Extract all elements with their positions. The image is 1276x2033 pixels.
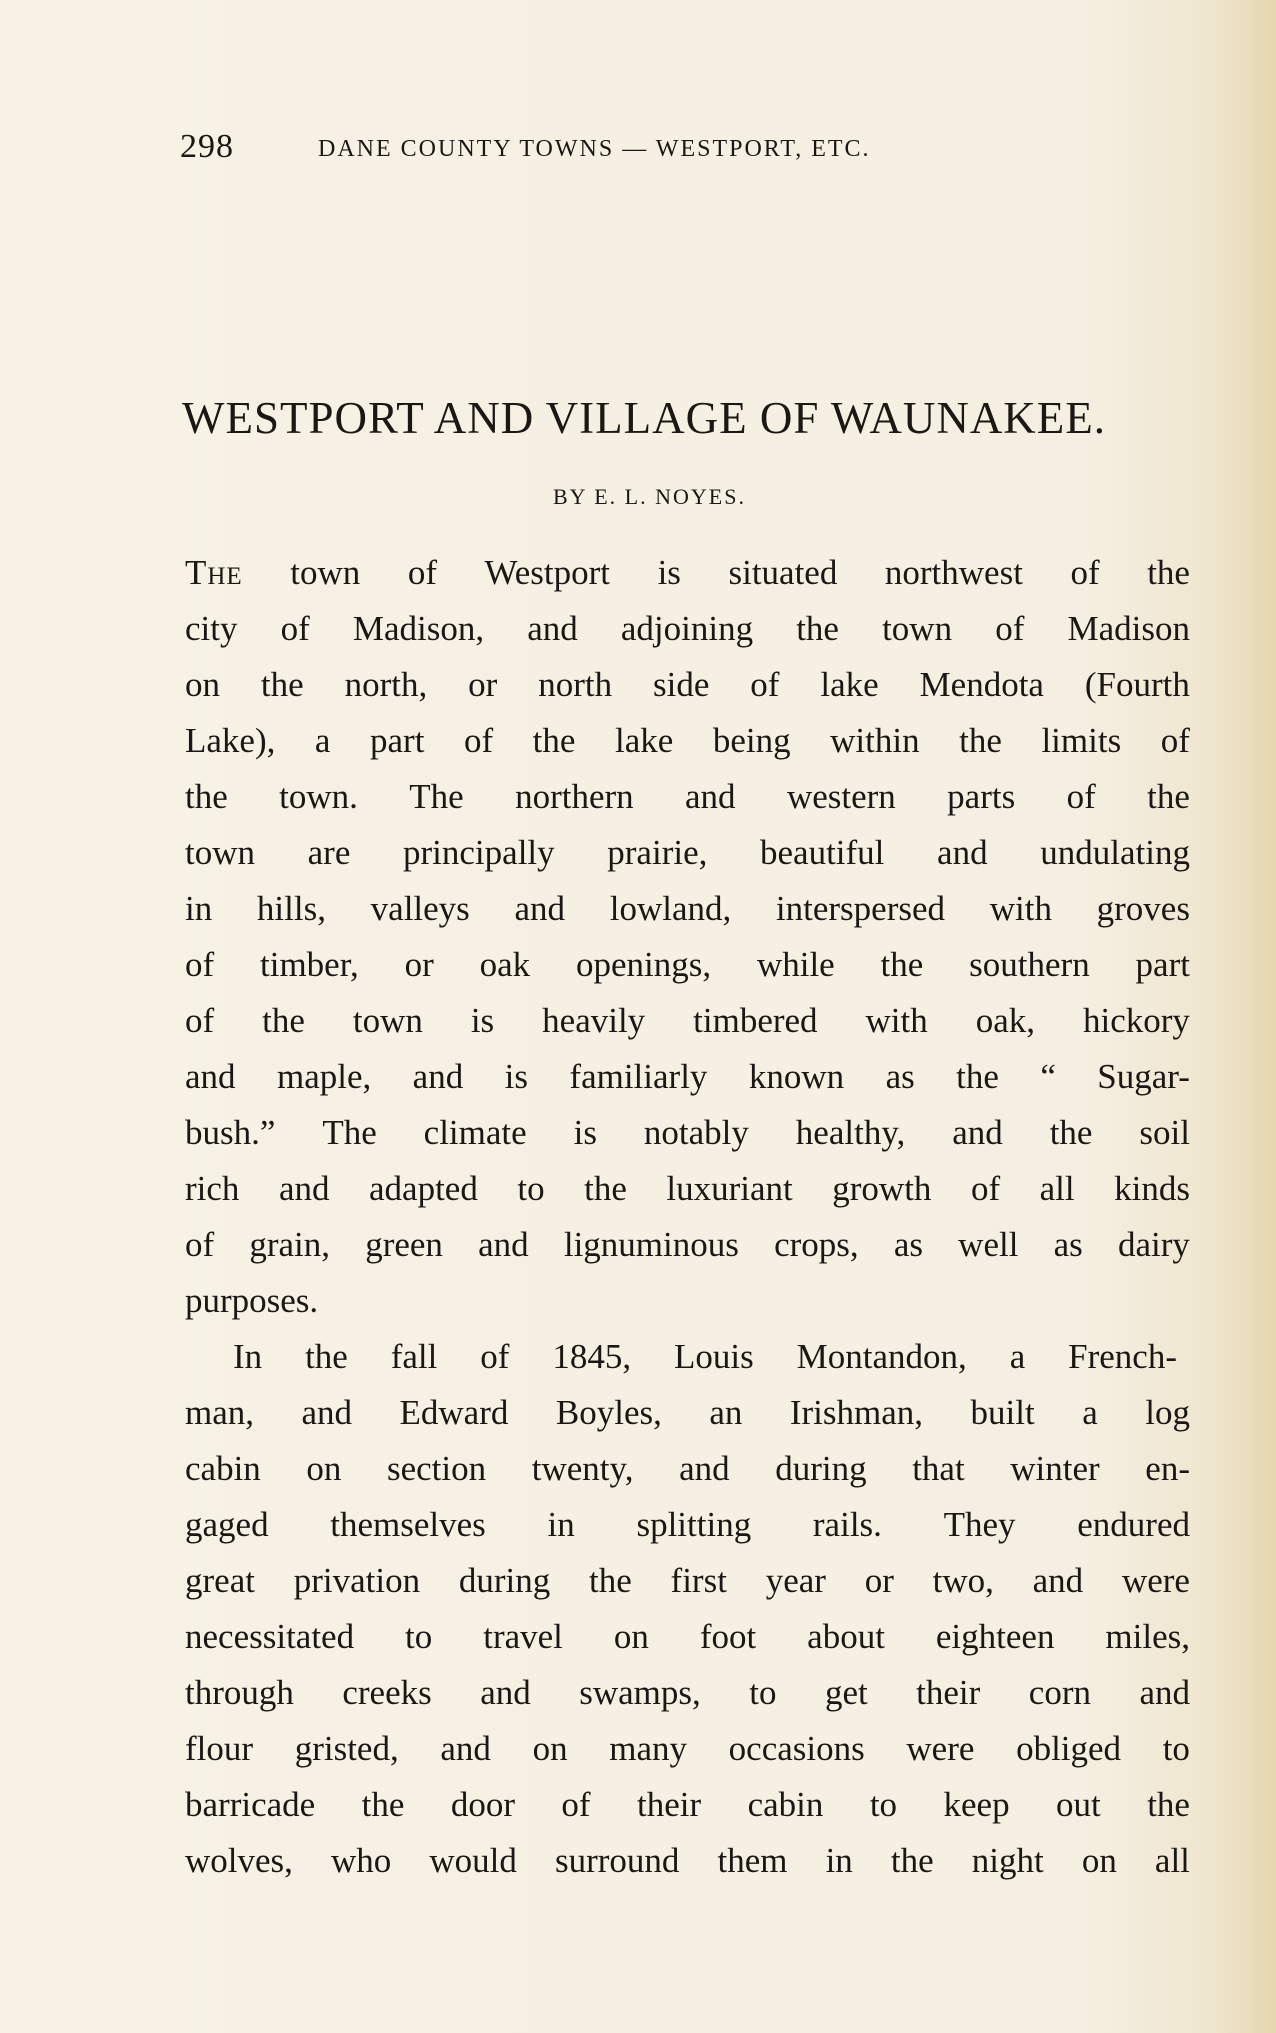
text-line <box>185 713 1190 769</box>
word: the <box>185 777 228 816</box>
word: eighteen <box>935 1617 1055 1656</box>
word: southern <box>969 945 1090 984</box>
word: the <box>956 1057 999 1096</box>
page-number: 298 <box>180 128 234 165</box>
text-line <box>185 1833 1190 1889</box>
word: with <box>865 1001 928 1040</box>
word: in <box>185 889 213 928</box>
word: year <box>765 1561 826 1600</box>
text-line <box>185 1441 1190 1497</box>
word: of <box>1070 553 1100 592</box>
word: French- <box>1068 1337 1177 1376</box>
word: or <box>404 945 434 984</box>
word: while <box>756 945 835 984</box>
word: as <box>885 1057 915 1096</box>
text-line <box>185 769 1190 825</box>
chapter-title: WESTPORT AND VILLAGE OF WAUNAKEE. <box>182 393 1107 443</box>
text-line <box>185 1609 1190 1665</box>
word: man, <box>185 1393 255 1432</box>
text-line <box>185 601 1190 657</box>
word: of <box>185 945 215 984</box>
word: 1845, <box>552 1337 632 1376</box>
word: and <box>685 777 736 816</box>
word: part <box>1135 945 1190 984</box>
word: fall <box>390 1337 438 1376</box>
word: The <box>409 777 464 816</box>
word: keep <box>943 1785 1010 1824</box>
word: Mendota <box>919 665 1044 704</box>
word: limits <box>1041 721 1122 760</box>
word: on <box>613 1617 649 1656</box>
word: on <box>1081 1841 1117 1880</box>
word: or <box>468 665 498 704</box>
drop-lead-word: The <box>185 553 243 592</box>
word: is <box>470 1001 495 1040</box>
word: and <box>1032 1561 1084 1600</box>
word: northern <box>515 777 634 816</box>
word: the <box>1147 777 1190 816</box>
word: on <box>532 1729 568 1768</box>
word: a <box>314 721 331 760</box>
word: north, <box>344 665 428 704</box>
word: town. <box>279 777 358 816</box>
word: are <box>307 833 351 872</box>
word: western <box>786 777 896 816</box>
word: lignuminous <box>563 1225 739 1264</box>
word: were <box>906 1729 975 1768</box>
word: climate <box>423 1113 527 1152</box>
word: an <box>709 1393 743 1432</box>
word: healthy, <box>795 1113 906 1152</box>
word: the <box>796 609 839 648</box>
word: the <box>589 1561 632 1600</box>
word: well <box>958 1225 1019 1264</box>
word: endured <box>1077 1505 1190 1544</box>
text-line <box>185 657 1190 713</box>
word: valleys <box>370 889 470 928</box>
text-line <box>185 1665 1190 1721</box>
word: section <box>386 1449 487 1488</box>
word: the <box>959 721 1002 760</box>
text-line <box>185 1161 1190 1217</box>
word: part <box>370 721 425 760</box>
text-line <box>185 1273 1190 1329</box>
word: is <box>504 1057 528 1096</box>
word: a <box>1009 1337 1026 1376</box>
word: known <box>748 1057 845 1096</box>
word: and <box>1139 1673 1190 1712</box>
word: Sugar- <box>1097 1057 1190 1096</box>
word: of <box>1160 721 1190 760</box>
word: the <box>1147 1785 1190 1824</box>
word: would <box>429 1841 517 1880</box>
word: luxuriant <box>666 1169 793 1208</box>
text-line <box>185 825 1190 881</box>
running-head <box>180 128 1060 172</box>
word: bush.” <box>185 1113 276 1152</box>
word: flour <box>185 1729 254 1768</box>
word: splitting <box>636 1505 752 1544</box>
word: the <box>361 1785 405 1824</box>
text-line <box>185 1329 1190 1385</box>
word: “ <box>1040 1057 1056 1096</box>
word: cabin <box>185 1449 261 1488</box>
word: of <box>1066 777 1096 816</box>
word: door <box>450 1785 515 1824</box>
word: town <box>290 553 361 592</box>
word: occasions <box>728 1729 865 1768</box>
word: surround <box>554 1841 680 1880</box>
word: who <box>331 1841 392 1880</box>
word: of <box>185 1001 215 1040</box>
word: The <box>322 1113 377 1152</box>
word: side <box>652 665 710 704</box>
word: wolves, <box>185 1841 293 1880</box>
word: is <box>657 553 681 592</box>
word: cabin <box>747 1785 824 1824</box>
word: hickory <box>1083 1001 1190 1040</box>
word: the <box>532 721 576 760</box>
word: corn <box>1028 1673 1091 1712</box>
word: town <box>352 1001 423 1040</box>
running-title: DANE COUNTY TOWNS — WESTPORT, ETC. <box>318 136 871 162</box>
word: of <box>185 1225 215 1264</box>
word: the <box>890 1841 934 1880</box>
text-line <box>185 937 1190 993</box>
word: Madison, <box>352 609 485 648</box>
text-line <box>185 1105 1190 1161</box>
word: Westport <box>484 553 611 592</box>
word: Edward <box>399 1393 509 1432</box>
word: parts <box>947 777 1016 816</box>
word: on <box>306 1449 342 1488</box>
word: and <box>185 1057 236 1096</box>
word: Madison <box>1067 609 1190 648</box>
word: two, <box>932 1561 994 1600</box>
word: with <box>989 889 1052 928</box>
word: oak <box>479 945 531 984</box>
word: maple, <box>276 1057 372 1096</box>
word: and <box>937 833 988 872</box>
word: hills, <box>256 889 326 928</box>
word: the <box>262 1001 305 1040</box>
text-line <box>185 545 1190 601</box>
word: through <box>185 1673 294 1712</box>
word: rich <box>185 1169 240 1208</box>
word: travel <box>483 1617 563 1656</box>
word: They <box>943 1505 1016 1544</box>
word: privation <box>293 1561 421 1600</box>
word: miles, <box>1105 1617 1190 1656</box>
word: twenty, <box>531 1449 634 1488</box>
word: north <box>538 665 613 704</box>
word: to <box>749 1673 777 1712</box>
word: openings, <box>575 945 712 984</box>
word: of <box>995 609 1025 648</box>
word: get <box>824 1673 868 1712</box>
word: and <box>679 1449 730 1488</box>
word: In <box>233 1337 263 1376</box>
body-text <box>185 545 1190 1889</box>
word: log <box>1145 1393 1190 1432</box>
word: them <box>717 1841 788 1880</box>
word: winter <box>1010 1449 1100 1488</box>
word: in <box>825 1841 853 1880</box>
text-line <box>185 1777 1190 1833</box>
word: adapted <box>369 1169 478 1208</box>
word: gaged <box>185 1505 269 1544</box>
word: timbered <box>693 1001 818 1040</box>
word: dairy <box>1117 1225 1190 1264</box>
word: kinds <box>1114 1169 1190 1208</box>
word: the <box>584 1169 627 1208</box>
word: the <box>1147 553 1190 592</box>
word: lake <box>614 721 674 760</box>
text-line <box>185 1497 1190 1553</box>
text-line <box>185 1721 1190 1777</box>
word: gristed, <box>294 1729 399 1768</box>
word: of <box>480 1337 510 1376</box>
word: and <box>440 1729 491 1768</box>
word: out <box>1056 1785 1101 1824</box>
word: purposes. <box>185 1281 319 1320</box>
word: groves <box>1096 889 1190 928</box>
word: and <box>480 1673 531 1712</box>
word: that <box>912 1449 965 1488</box>
word: themselves <box>330 1505 486 1544</box>
word: Irishman, <box>789 1393 924 1432</box>
word: Lake), <box>185 721 276 760</box>
word: during <box>775 1449 867 1488</box>
word: obliged <box>1016 1729 1122 1768</box>
text-line <box>185 1385 1190 1441</box>
word: the <box>1049 1113 1093 1152</box>
text-line <box>185 1049 1190 1105</box>
word: being <box>712 721 791 760</box>
word: in <box>547 1505 575 1544</box>
word: to <box>517 1169 545 1208</box>
word: and <box>278 1169 330 1208</box>
word: the <box>260 665 304 704</box>
word: principally <box>403 833 555 872</box>
word: to <box>869 1785 898 1824</box>
word: adjoining <box>620 609 754 648</box>
word: foot <box>699 1617 757 1656</box>
word: and <box>301 1393 353 1432</box>
word: first <box>670 1561 727 1600</box>
word: undulating <box>1040 833 1190 872</box>
word: during <box>458 1561 551 1600</box>
word: their <box>637 1785 702 1824</box>
word: lake <box>820 665 879 704</box>
word: beautiful <box>760 833 885 872</box>
word: great <box>185 1561 255 1600</box>
text-line <box>185 881 1190 937</box>
word: of <box>407 553 437 592</box>
word: the <box>880 945 924 984</box>
word: and <box>478 1225 529 1264</box>
word: heavily <box>542 1001 646 1040</box>
word: soil <box>1139 1113 1190 1152</box>
word: crops, <box>774 1225 859 1264</box>
word: their <box>916 1673 981 1712</box>
word: and <box>527 609 578 648</box>
word: or <box>864 1561 894 1600</box>
word: of <box>561 1785 591 1824</box>
word: growth <box>832 1169 932 1208</box>
word: lowland, <box>609 889 732 928</box>
word: (Fourth <box>1084 665 1190 704</box>
word: of <box>970 1169 1001 1208</box>
word: situated <box>728 553 838 592</box>
word: prairie, <box>607 833 708 872</box>
word: green <box>365 1225 443 1264</box>
text-line <box>185 1553 1190 1609</box>
word: town <box>185 833 255 872</box>
byline: BY E. L. NOYES. <box>553 484 746 509</box>
word: grain, <box>249 1225 331 1264</box>
word: and <box>514 889 566 928</box>
word: to <box>405 1617 433 1656</box>
word: night <box>971 1841 1044 1880</box>
word: and <box>412 1057 464 1096</box>
word: about <box>807 1617 885 1656</box>
word: as <box>1053 1225 1083 1264</box>
word: necessitated <box>185 1617 355 1656</box>
word: rails. <box>812 1505 882 1544</box>
text-line <box>185 1217 1190 1273</box>
word: to <box>1162 1729 1190 1768</box>
word: were <box>1121 1561 1190 1600</box>
word: the <box>305 1337 348 1376</box>
word: notably <box>643 1113 749 1152</box>
word: creeks <box>342 1673 432 1712</box>
word: swamps, <box>579 1673 701 1712</box>
word: on <box>185 665 220 704</box>
word: town <box>882 609 953 648</box>
word: all <box>1154 1841 1190 1880</box>
word: northwest <box>884 553 1023 592</box>
text-line <box>185 993 1190 1049</box>
word: many <box>609 1729 687 1768</box>
word: and <box>952 1113 1003 1152</box>
word: as <box>893 1225 923 1264</box>
word: familiarly <box>569 1057 708 1096</box>
word: oak, <box>975 1001 1036 1040</box>
word: within <box>830 721 920 760</box>
word: a <box>1082 1393 1098 1432</box>
word: of <box>280 609 310 648</box>
word: of <box>750 665 780 704</box>
word: interspersed <box>775 889 946 928</box>
word: Montandon, <box>796 1337 967 1376</box>
word: timber, <box>260 945 359 984</box>
word: is <box>573 1113 597 1152</box>
word: built <box>970 1393 1035 1432</box>
word: all <box>1039 1169 1075 1208</box>
word: Louis <box>674 1337 754 1376</box>
word: of <box>463 721 494 760</box>
word: city <box>185 609 238 648</box>
word: en- <box>1145 1449 1190 1488</box>
word: barricade <box>185 1785 316 1824</box>
word: Boyles, <box>555 1393 662 1432</box>
